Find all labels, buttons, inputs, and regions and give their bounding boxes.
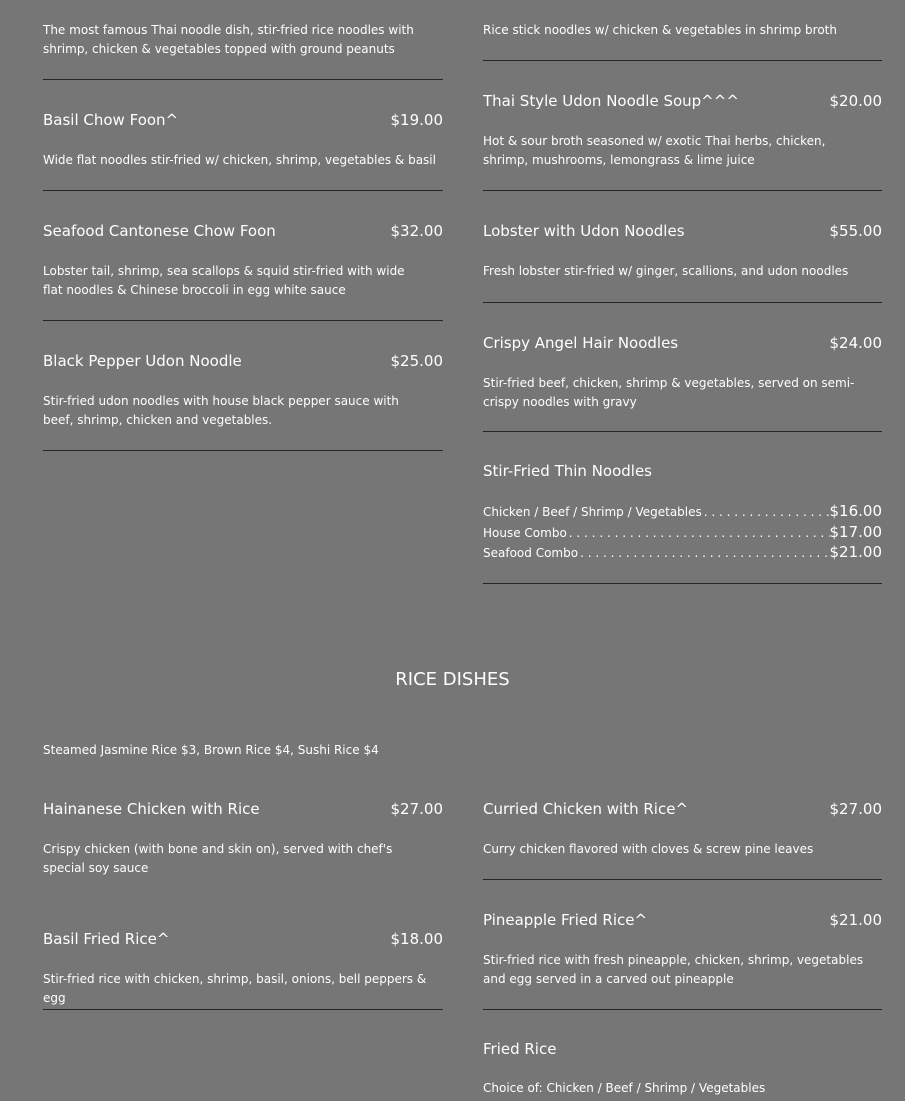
menu-item-name: Thai Style Udon Noodle Soup^^^	[483, 92, 739, 110]
menu-item-description: Hot & sour broth seasoned w/ exotic Thai herbs, chicken, shrimp, mushrooms, lemongrass & lime juice	[483, 134, 826, 167]
dot-leader	[580, 544, 829, 562]
menu-item-description: Curry chicken flavored with cloves & screw pine leaves	[483, 842, 814, 856]
divider	[483, 302, 882, 303]
menu-item-name: Fried Rice	[483, 1040, 557, 1058]
menu-item-description: Choice of: Chicken / Beef / Shrimp / Vegetables	[483, 1081, 766, 1095]
price-option-price: $16.00	[829, 502, 882, 520]
dot-leader	[569, 524, 830, 542]
divider	[483, 190, 882, 191]
menu-item-price: $25.00	[390, 352, 443, 370]
menu-item-name: Basil Chow Foon^	[43, 111, 179, 129]
menu-item-price: $27.00	[390, 800, 443, 818]
divider	[43, 190, 443, 191]
menu-item-price: $27.00	[829, 800, 882, 818]
menu-item-description: Crispy chicken (with bone and skin on), served with chef's special soy sauce	[43, 842, 393, 875]
price-option-row	[483, 542, 882, 562]
menu-item-name: Hainanese Chicken with Rice	[43, 800, 260, 818]
price-option-label: Seafood Combo	[483, 546, 579, 560]
menu-item-name: Stir-Fried Thin Noodles	[483, 462, 652, 480]
menu-item-price: $20.00	[829, 92, 882, 110]
divider	[43, 320, 443, 321]
divider	[43, 1009, 443, 1010]
price-option-price: $17.00	[829, 523, 882, 541]
menu-item-price: $19.00	[390, 111, 443, 129]
price-option-label: House Combo	[483, 526, 567, 540]
menu-item-name: Curried Chicken with Rice^	[483, 800, 689, 818]
price-option-label: Chicken / Beef / Shrimp / Vegetables	[483, 505, 702, 519]
divider	[483, 879, 882, 880]
divider	[483, 583, 882, 584]
menu-item-name: Pineapple Fried Rice^	[483, 911, 648, 929]
dot-leader	[704, 503, 830, 521]
menu-item-name: Black Pepper Udon Noodle	[43, 352, 242, 370]
section-title: RICE DISHES	[395, 669, 510, 690]
menu-item-price: $32.00	[390, 222, 443, 240]
price-option-row	[483, 522, 882, 542]
divider	[483, 60, 882, 61]
menu-item-name: Basil Fried Rice^	[43, 930, 170, 948]
menu-item-name: Lobster with Udon Noodles	[483, 222, 685, 240]
menu-item-description: Wide flat noodles stir-fried w/ chicken, shrimp, vegetables & basil	[43, 153, 436, 167]
menu-item-price: $55.00	[829, 222, 882, 240]
menu-item-description: Stir-fried rice with chicken, shrimp, basil, onions, bell peppers & egg	[43, 972, 427, 1005]
menu-item-price: $21.00	[829, 911, 882, 929]
menu-item-description: Stir-fried udon noodles with house black pepper sauce with beef, shrimp, chicken and vegetables.	[43, 394, 399, 427]
menu-item-price: $18.00	[390, 930, 443, 948]
menu-item-description: Stir-fried rice with fresh pineapple, chicken, shrimp, vegetables and egg served in a carved out pineapple	[483, 953, 864, 986]
divider	[43, 450, 443, 451]
pad-thai-description: The most famous Thai noodle dish, stir-fried rice noodles with shrimp, chicken & vegetables topped with ground peanuts	[43, 23, 414, 56]
menu-item-description: Rice stick noodles w/ chicken & vegetables in shrimp broth	[483, 23, 837, 37]
menu-item-description: Fresh lobster stir-fried w/ ginger, scallions, and udon noodles	[483, 264, 849, 278]
menu-item-description: Stir-fried beef, chicken, shrimp & vegetables, served on semi-crispy noodles with gravy	[483, 376, 855, 409]
menu-item-price: $24.00	[829, 334, 882, 352]
menu-item-name: Seafood Cantonese Chow Foon	[43, 222, 276, 240]
divider	[483, 431, 882, 432]
menu-item-name: Crispy Angel Hair Noodles	[483, 334, 679, 352]
divider	[43, 79, 443, 80]
rice-note: Steamed Jasmine Rice $3, Brown Rice $4, Sushi Rice $4	[43, 743, 379, 757]
price-option-row	[483, 501, 882, 521]
divider	[483, 1009, 882, 1010]
menu-item-description: Lobster tail, shrimp, sea scallops & squid stir-fried with wide flat noodles & Chinese broccoli in egg white sauce	[43, 264, 405, 297]
price-option-price: $21.00	[829, 543, 882, 561]
